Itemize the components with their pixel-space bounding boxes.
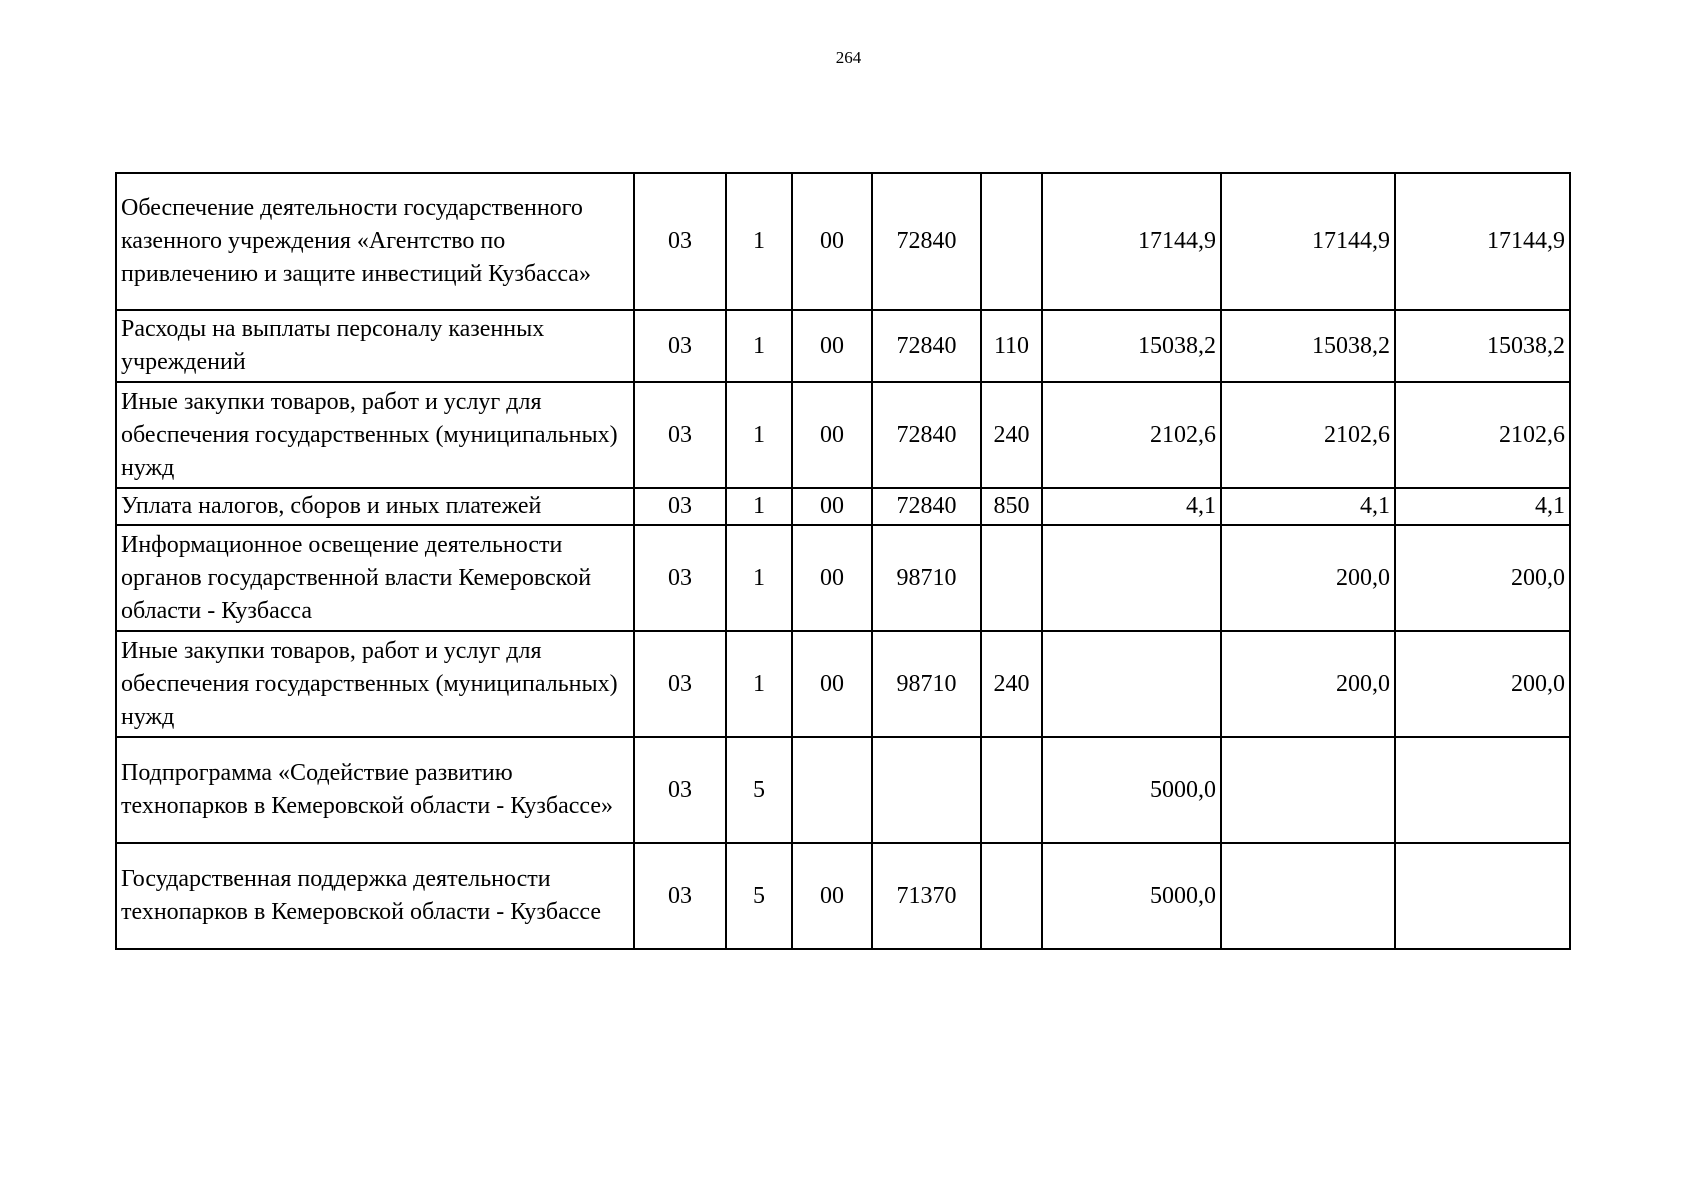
table-row [116, 173, 1570, 310]
article-code: 98710 [872, 525, 981, 631]
section-code: 03 [634, 488, 726, 525]
subprogram-code: 00 [792, 310, 872, 382]
expense-type-code: 240 [981, 382, 1042, 488]
program-code: 1 [726, 631, 792, 737]
amount-year-3: 200,0 [1395, 631, 1570, 737]
row-name: Иные закупки товаров, работ и услуг для обеспечения государственных (муниципальных) нужд [116, 382, 634, 488]
row-name: Иные закупки товаров, работ и услуг для обеспечения государственных (муниципальных) нужд [116, 631, 634, 737]
article-code: 98710 [872, 631, 981, 737]
program-code: 1 [726, 525, 792, 631]
row-name: Подпрограмма «Содействие развитию технопарков в Кемеровской области - Кузбассе» [116, 737, 634, 843]
expense-type-code: 110 [981, 310, 1042, 382]
row-name: Государственная поддержка деятельности технопарков в Кемеровской области - Кузбассе [116, 843, 634, 949]
amount-year-3 [1395, 737, 1570, 843]
page-number: 264 [835, 48, 862, 67]
subprogram-code: 00 [792, 631, 872, 737]
section-code: 03 [634, 382, 726, 488]
row-name: Расходы на выплаты персоналу казенных учреждений [116, 310, 634, 382]
amount-year-2: 15038,2 [1221, 310, 1395, 382]
subprogram-code: 00 [792, 382, 872, 488]
section-code: 03 [634, 843, 726, 949]
amount-year-3 [1395, 843, 1570, 949]
table-row [116, 525, 1570, 631]
table-row [116, 488, 1570, 525]
article-code: 72840 [872, 310, 981, 382]
table-row [116, 382, 1570, 488]
amount-year-3: 200,0 [1395, 525, 1570, 631]
article-code: 72840 [872, 382, 981, 488]
amount-year-2: 200,0 [1221, 631, 1395, 737]
expense-type-code [981, 525, 1042, 631]
section-code: 03 [634, 310, 726, 382]
expense-type-code: 850 [981, 488, 1042, 525]
amount-year-1 [1042, 525, 1221, 631]
table-row [116, 843, 1570, 949]
table-row [116, 310, 1570, 382]
amount-year-1: 15038,2 [1042, 310, 1221, 382]
subprogram-code: 00 [792, 488, 872, 525]
program-code: 1 [726, 382, 792, 488]
article-code: 72840 [872, 173, 981, 310]
expense-type-code: 240 [981, 631, 1042, 737]
article-code: 71370 [872, 843, 981, 949]
section-code: 03 [634, 737, 726, 843]
amount-year-3: 2102,6 [1395, 382, 1570, 488]
amount-year-2 [1221, 843, 1395, 949]
section-code: 03 [634, 173, 726, 310]
row-name: Информационное освещение деятельности органов государственной власти Кемеровской области - Кузбасса [116, 525, 634, 631]
subprogram-code: 00 [792, 173, 872, 310]
amount-year-1 [1042, 631, 1221, 737]
row-name: Уплата налогов, сборов и иных платежей [116, 488, 634, 525]
expense-type-code [981, 173, 1042, 310]
amount-year-2: 200,0 [1221, 525, 1395, 631]
article-code [872, 737, 981, 843]
program-code: 5 [726, 843, 792, 949]
budget-table [115, 172, 1571, 950]
amount-year-1: 17144,9 [1042, 173, 1221, 310]
amount-year-2: 2102,6 [1221, 382, 1395, 488]
section-code: 03 [634, 631, 726, 737]
amount-year-1: 5000,0 [1042, 843, 1221, 949]
amount-year-1: 5000,0 [1042, 737, 1221, 843]
table-row [116, 737, 1570, 843]
subprogram-code [792, 737, 872, 843]
amount-year-2: 4,1 [1221, 488, 1395, 525]
program-code: 5 [726, 737, 792, 843]
subprogram-code: 00 [792, 525, 872, 631]
subprogram-code: 00 [792, 843, 872, 949]
program-code: 1 [726, 488, 792, 525]
amount-year-3: 4,1 [1395, 488, 1570, 525]
article-code: 72840 [872, 488, 981, 525]
expense-type-code [981, 843, 1042, 949]
program-code: 1 [726, 173, 792, 310]
amount-year-1: 4,1 [1042, 488, 1221, 525]
amount-year-3: 17144,9 [1395, 173, 1570, 310]
program-code: 1 [726, 310, 792, 382]
section-code: 03 [634, 525, 726, 631]
expense-type-code [981, 737, 1042, 843]
amount-year-3: 15038,2 [1395, 310, 1570, 382]
table-row [116, 631, 1570, 737]
amount-year-2 [1221, 737, 1395, 843]
amount-year-1: 2102,6 [1042, 382, 1221, 488]
row-name: Обеспечение деятельности государственного казенного учреждения «Агентство по привлечению и защите инвестиций Кузбасса» [116, 173, 634, 310]
amount-year-2: 17144,9 [1221, 173, 1395, 310]
